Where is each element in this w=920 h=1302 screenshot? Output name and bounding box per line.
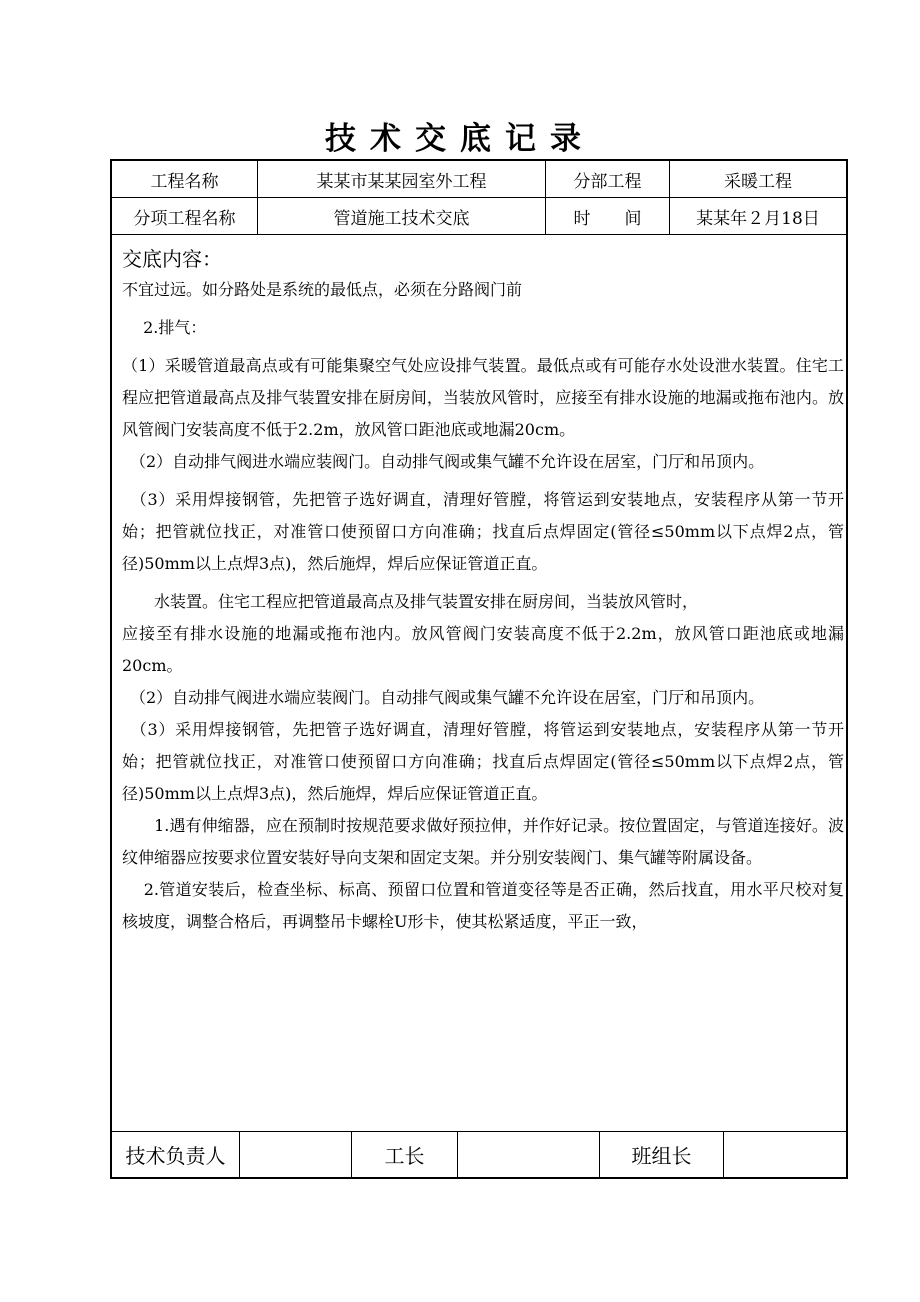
paragraph: （3）采用焊接钢管，先把管子选好调直，清理好管膛，将管运到安装地点，安装程序从第一节开始；把管就位找正，对准管口使预留口方向准确；找直后点焊固定(管径≤50mm以下点焊2点，管径)50mm以上点焊3点)，然后施焊，焊后应保证管道正直。	[122, 720, 844, 803]
division-label: 分部工程	[546, 161, 670, 197]
record-table	[110, 159, 848, 1179]
foreman-signature-field[interactable]	[458, 1132, 600, 1177]
paragraph: 水装置。住宅工程应把管道最高点及排气装置安排在厨房间，当装放风管时，	[122, 592, 699, 611]
content-label: 交底内容：	[122, 247, 222, 271]
document-title: 技术交底记录	[325, 121, 595, 157]
paragraph: 应接至有排水设施的地漏或拖布池内。放风管阀门安装高度不低于2.2m，放风管口距池底或地漏20cm。	[122, 624, 844, 675]
project-name-label: 工程名称	[112, 161, 258, 197]
subitem-value: 管道施工技术交底	[258, 198, 546, 234]
time-value: 某某年２月18日	[696, 208, 820, 229]
team-leader-signature-field[interactable]	[724, 1132, 846, 1177]
subitem-label: 分项工程名称	[112, 198, 258, 234]
paragraph: 1.遇有伸缩器，应在预制时按规范要求做好预拉伸，并作好记录。按位置固定，与管道连接好。波纹伸缩器应按要求位置安装好导向支架和固定支架。并分别安装阀门、集气罐等附属设备。	[122, 816, 844, 867]
paragraph: （2）自动排气阀进水端应装阀门。自动排气阀或集气罐不允许设在居室，门厅和吊顶内。	[122, 688, 765, 707]
tech-lead-signature-field[interactable]	[240, 1132, 352, 1177]
paragraph: （2）自动排气阀进水端应装阀门。自动排气阀或集气罐不允许设在居室，门厅和吊顶内。	[122, 452, 765, 471]
signature-row	[112, 1131, 846, 1177]
tech-lead-label: 技术负责人	[112, 1132, 240, 1177]
paragraph: 2.管道安装后，检查坐标、标高、预留口位置和管道变径等是否正确，然后找直，用水平尺校对复核坡度，调整合格后，再调整吊卡螺栓U形卡，使其松紧适度，平正一致，	[122, 880, 844, 931]
paragraph: 不宜过远。如分路处是系统的最低点，必须在分路阀门前	[122, 280, 523, 299]
header-row-2	[112, 198, 846, 235]
paragraph: 2.排气：	[122, 318, 207, 337]
team-leader-label: 班组长	[600, 1132, 724, 1177]
time-label: 时 间	[546, 198, 670, 234]
foreman-label: 工长	[352, 1132, 458, 1177]
paragraph: （1）采暖管道最高点或有可能集聚空气处应设排气装置。最低点或有可能存水处设泄水装置。住宅工程应把管道最高点及排气装置安排在厨房间，当装放风管时，应接至有排水设施的地漏或拖布池内。放风管阀门安装高度不低于2.2m，放风管口距池底或地漏20cm。	[122, 356, 844, 439]
header-row-1	[112, 161, 846, 198]
paragraph: （3）采用焊接钢管，先把管子选好调直，清理好管膛，将管运到安装地点，安装程序从第一节开始；把管就位找正，对准管口使预留口方向准确；找直后点焊固定(管径≤50mm以下点焊2点，管径)50mm以上点焊3点)，然后施焊，焊后应保证管道正直。	[122, 490, 844, 573]
disclosure-content	[112, 236, 846, 1131]
project-name-value: 某某市某某园室外工程	[258, 161, 546, 197]
division-value: 采暖工程	[724, 171, 792, 192]
